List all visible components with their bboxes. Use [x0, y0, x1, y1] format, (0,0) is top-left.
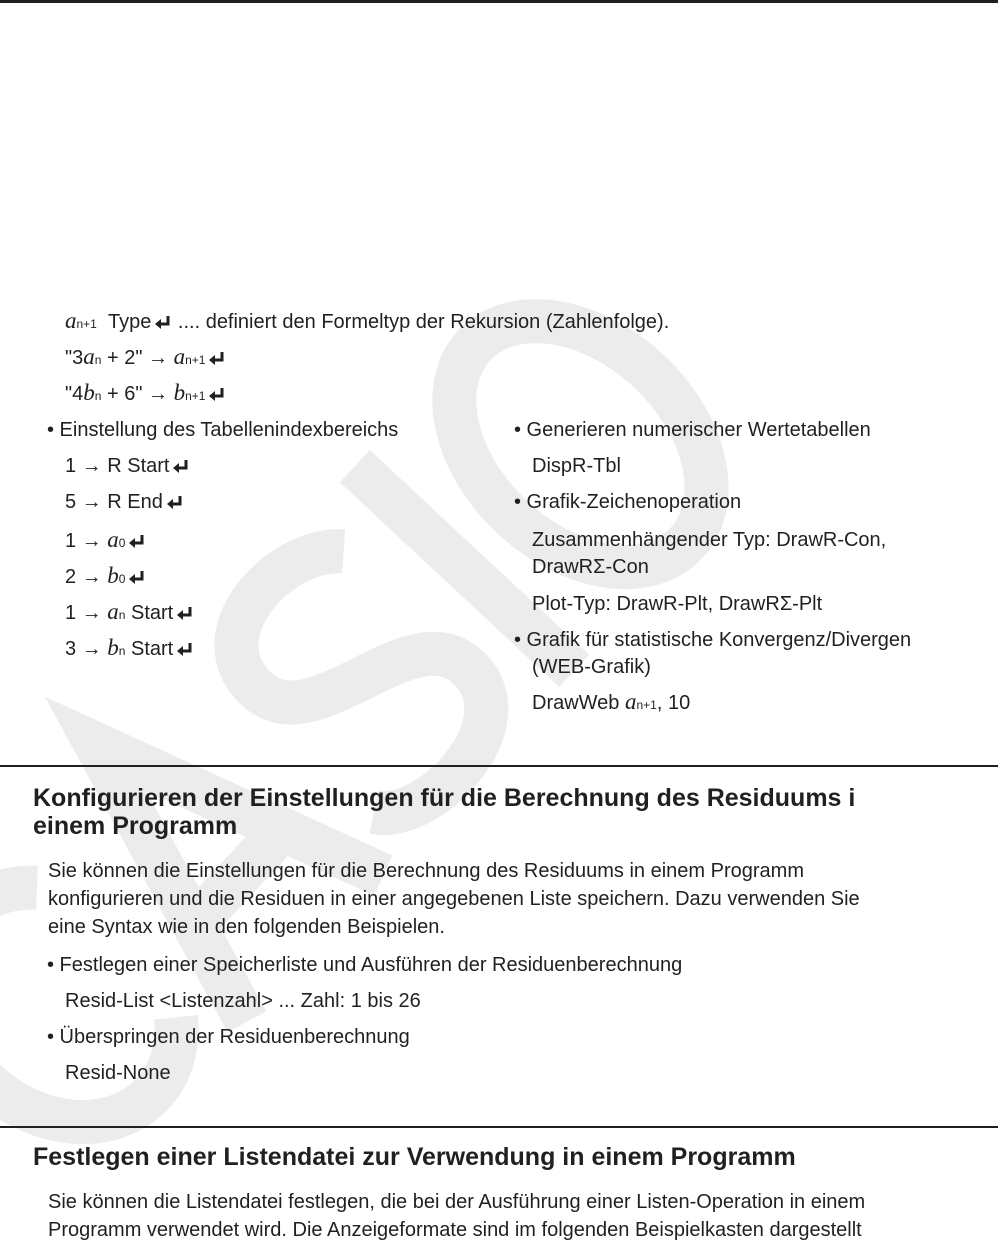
formula-b	[65, 381, 226, 408]
t: 2 →	[65, 566, 108, 588]
right-line: DispR-Tbl	[532, 455, 621, 477]
t: Start	[125, 638, 174, 660]
var: a	[107, 599, 119, 624]
var: b	[107, 563, 119, 588]
formula-a	[65, 345, 226, 372]
enter-icon	[154, 315, 172, 329]
type-line	[65, 309, 669, 336]
syntax-line: Resid-List <Listenzahl> ... Zahl: 1 bis 26	[65, 990, 421, 1012]
var: b	[107, 635, 119, 660]
t: DrawWeb	[532, 692, 625, 714]
subscript: n	[118, 644, 126, 658]
subscript: n	[94, 389, 102, 403]
right-line: Zusammenhängender Typ: DrawR-Con,	[532, 529, 887, 551]
type-label: Type	[107, 311, 152, 333]
paragraph-line: Sie können die Listendatei festlegen, die bei der Ausführung einer Listen-Operation in einem	[48, 1191, 866, 1213]
paragraph-line: Sie können die Einstellungen für die Berechnung des Residuums in einem Programm	[48, 860, 804, 882]
left-bullet: • Einstellung des Tabellenindexbereichs	[47, 419, 399, 441]
paragraph-line: konfigurieren und die Residuen in einer angegebenen Liste speichern. Dazu verwenden Sie	[48, 888, 860, 910]
right-bullet: • Grafik-Zeichenoperation	[514, 491, 742, 513]
t: , 10	[656, 692, 691, 714]
left-line	[65, 636, 194, 663]
t: 1 → R Start	[65, 455, 170, 477]
subscript: n	[94, 353, 102, 367]
t: "4	[65, 383, 84, 405]
subscript: n+1	[185, 389, 206, 403]
subscript: n	[118, 608, 126, 622]
top-border	[0, 0, 998, 3]
left-line	[65, 564, 146, 591]
enter-icon	[172, 459, 190, 473]
section-heading: einem Programm	[33, 812, 238, 840]
var: a	[83, 344, 95, 369]
paragraph-line: Programm verwendet wird. Die Anzeigeformate sind im folgenden Beispielkasten dargestellt	[48, 1219, 862, 1241]
enter-icon	[166, 495, 184, 509]
enter-icon	[128, 534, 146, 548]
t: "3	[65, 347, 84, 369]
subscript: 0	[118, 536, 126, 550]
section-heading: Festlegen einer Listendatei zur Verwendung in einem Programm	[33, 1143, 796, 1171]
left-line	[65, 454, 190, 478]
bullet: • Festlegen einer Speicherliste und Ausführen der Residuenberechnung	[47, 954, 683, 976]
enter-icon	[176, 642, 194, 656]
enter-icon	[176, 606, 194, 620]
subscript: n+1	[636, 698, 657, 712]
t: 5 → R End	[65, 491, 163, 513]
bullet: • Überspringen der Residuenberechnung	[47, 1026, 410, 1048]
type-desc: .... definiert den Formeltyp der Rekursion (Zahlenfolge).	[177, 311, 670, 333]
var: a	[625, 689, 637, 714]
enter-icon	[208, 387, 226, 401]
left-line	[65, 600, 194, 627]
subscript: n+1	[76, 317, 97, 331]
var: b	[173, 380, 186, 405]
var: a	[173, 344, 186, 369]
subscript: n+1	[185, 353, 206, 367]
right-line: (WEB-Grafik)	[532, 656, 651, 678]
subscript: 0	[118, 572, 126, 586]
t: Start	[125, 602, 174, 624]
section-divider	[0, 765, 998, 767]
right-bullet: • Generieren numerischer Wertetabellen	[514, 419, 871, 441]
var: b	[83, 380, 95, 405]
t: 1 →	[65, 602, 108, 624]
t: 3 →	[65, 638, 108, 660]
var: a	[107, 527, 119, 552]
right-line: DrawRΣ-Con	[532, 556, 649, 578]
enter-icon	[208, 351, 226, 365]
paragraph-line: eine Syntax wie in den folgenden Beispielen.	[48, 916, 445, 938]
enter-icon	[128, 570, 146, 584]
right-bullet: • Grafik für statistische Konvergenz/Divergen	[514, 629, 912, 651]
syntax-line: Resid-None	[65, 1062, 171, 1084]
t: + 6" →	[101, 383, 174, 405]
var: a	[65, 308, 77, 333]
section-divider	[0, 1126, 998, 1128]
right-line: Plot-Typ: DrawR-Plt, DrawRΣ-Plt	[532, 593, 823, 615]
left-line	[65, 490, 184, 514]
section-heading: Konfigurieren der Einstellungen für die Berechnung des Residuums i	[33, 784, 856, 812]
t: + 2" →	[101, 347, 174, 369]
left-line	[65, 528, 146, 555]
right-line	[532, 690, 690, 717]
t: 1 →	[65, 530, 108, 552]
